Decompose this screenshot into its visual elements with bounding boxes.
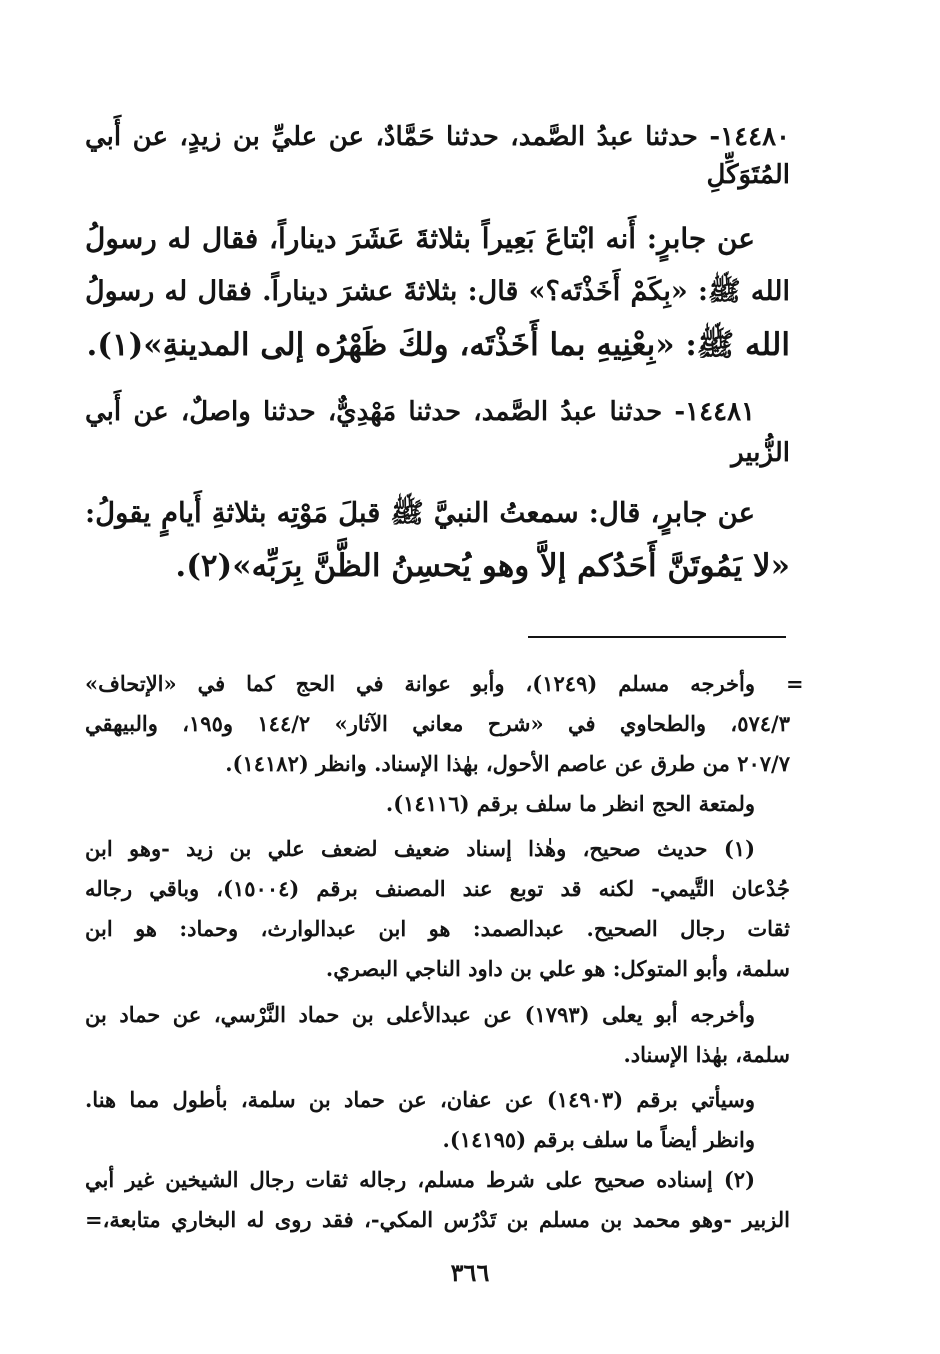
footnote-line: وانظر أيضاً ما سلف برقم (١٤١٩٥).: [442, 1127, 755, 1152]
footnote-line: (١) حديث صحيح، وهٰذا إسناد ضعيف لضعف علي بن زيد -وهو ابن: [85, 836, 755, 861]
hadith-14480-text-line: عن جابرٍ: أَنه ابْتاعَ بَعِيراً بثلاثةَ عَشَرَ ديناراً، فقال له رسولُ: [85, 222, 755, 255]
hadith-14481-text-line: «لا يَمُوتَنَّ أَحَدُكم إلاَّ وهو يُحسِنُ الظَّنَّ بِرَبِّه»(٢).: [175, 548, 790, 584]
footnote-line: ٥٧٤/٣، والطحاوي في «شرح معاني الآثار» ١٤٤/٢ و١٩٥، والبيهقي: [85, 711, 790, 736]
hadith-14481-header-line: ١٤٤٨١- حدثنا عبدُ الصَّمد، حدثنا مَهْدِيٌّ، حدثنا واصلٌ، عن أَبي: [85, 397, 755, 427]
page-number: ٣٦٦: [450, 1258, 490, 1287]
footnote-line: سلمة، وأبو المتوكل: هو علي بن داود الناجي البصري.: [325, 956, 790, 981]
footnote-line: وأخرجه أبو يعلى (١٧٩٣) عن عبدالأعلى بن حماد النَّرْسي، عن حماد بن: [85, 1002, 755, 1027]
footnote-separator: [528, 636, 786, 638]
footnote-line: وأخرجه مسلم (١٢٤٩)، وأبو عوانة في الحج كما في «الإتحاف»: [85, 671, 755, 696]
footnote-line: وسيأتي برقم (١٤٩٠٣) عن عفان، عن حماد بن سلمة، بأطول مما هنا.: [85, 1087, 755, 1112]
hadith-14480-text-line: الله ﷺ: «بِعْنِيهِ بما أَخَذْتَه، ولكَ ظَهْرُه إلى المدينةِ»(١).: [86, 327, 790, 363]
footnote-line: ثقات رجال الصحيح. عبدالصمد: هو ابن عبدالوارث، وحماد: هو ابن: [85, 916, 790, 941]
footnote-line: (٢) إسناده صحيح على شرط مسلم، رجاله ثقات رجال الشيخين غير أبي: [85, 1167, 755, 1192]
hadith-14480-text-line: الله ﷺ: «بِكَمْ أَخَذْتَه؟» قال: بثلاثةَ عشرَ ديناراً. فقال له رسولُ: [85, 276, 790, 307]
hadith-14481-text-line: عن جابرٍ، قال: سمعتُ النبيَّ ﷺ قبلَ مَوْتِه بثلاثةِ أَيامٍ يقولُ:: [85, 497, 755, 529]
footnote-line: ٢٠٧/٧ من طرق عن عاصم الأحول، بهٰذا الإسناد. وانظر (١٤١٨٢).: [225, 751, 790, 776]
footnote-line: سلمة، بهٰذا الإسناد.: [623, 1042, 790, 1067]
footnote-line: ولمتعة الحج انظر ما سلف برقم (١٤١١٦).: [385, 791, 755, 816]
footnote-line: جُدْعان التَّيمي- لكنه قد توبع عند المصنف برقم (١٥٠٠٤)، وباقي رجاله: [85, 876, 790, 901]
hadith-14481-header-line: الزُّبير: [731, 438, 790, 468]
hadith-14480-header-line: المُتَوَكِّلِ: [706, 160, 790, 190]
footnote-line: الزبير -وهو محمد بن مسلم بن تَدْرُس المكي-، فقد روى له البخاري متابعة،=: [85, 1207, 790, 1232]
footnote-continuation-mark: =: [786, 671, 804, 696]
hadith-14480-header-line: ١٤٤٨٠- حدثنا عبدُ الصَّمد، حدثنا حَمَّادٌ، عن عليِّ بن زيدٍ، عن أَبي: [85, 122, 790, 152]
